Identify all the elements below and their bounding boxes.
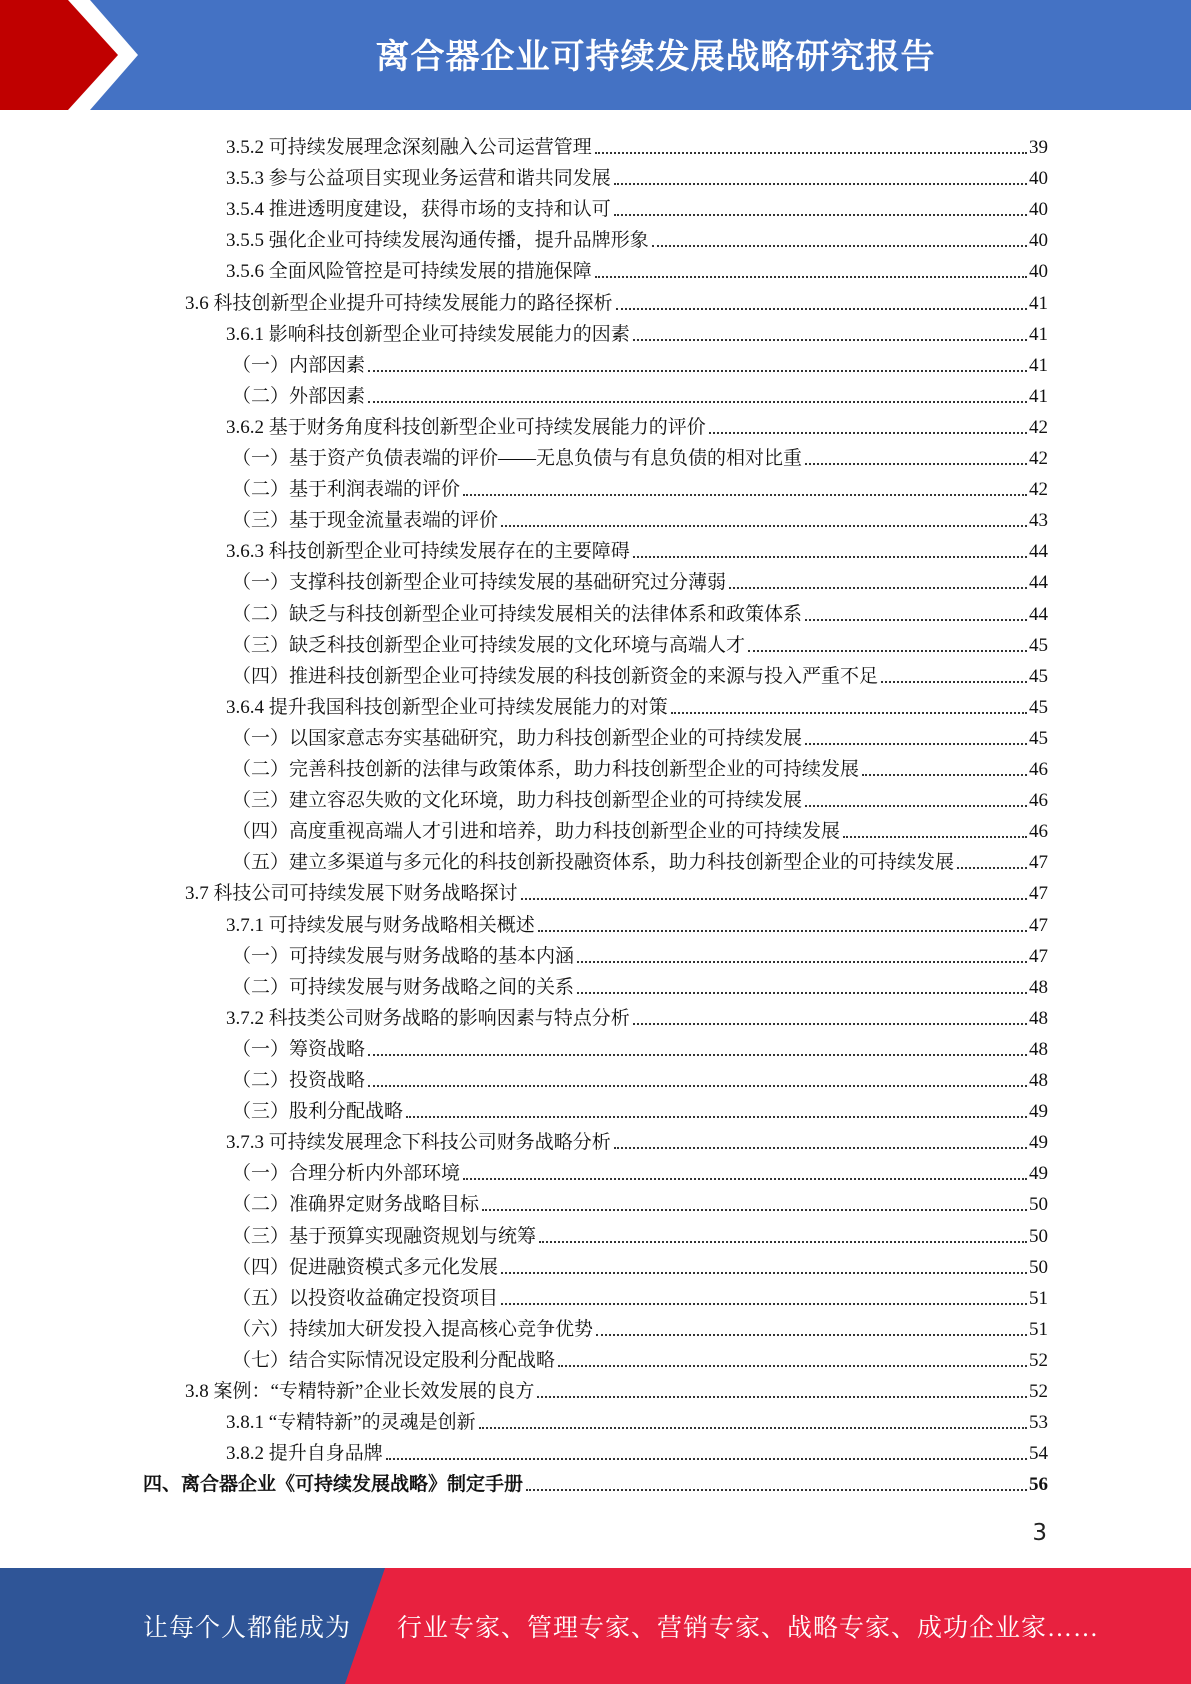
toc-entry[interactable] xyxy=(232,346,1048,377)
toc-entry[interactable] xyxy=(226,999,1048,1030)
toc-entry-title: （一）筹资战略 xyxy=(232,1038,366,1060)
toc-entry-title: （二）外部因素 xyxy=(232,385,366,407)
toc-entry-page: 47 xyxy=(1029,852,1048,874)
toc-entry[interactable] xyxy=(226,221,1048,252)
toc-entry-title: （二）缺乏与科技创新型企业可持续发展相关的法律体系和政策体系 xyxy=(232,603,803,625)
toc-entry[interactable] xyxy=(232,439,1048,470)
footer-slogan-right: 行业专家、管理专家、营销专家、战略专家、成功企业家…… xyxy=(397,1615,1100,1642)
toc-leader-dots xyxy=(616,308,1027,310)
toc-leader-dots xyxy=(671,712,1027,714)
toc-leader-dots xyxy=(537,1396,1027,1398)
toc-entry[interactable] xyxy=(226,1434,1048,1465)
toc-entry[interactable] xyxy=(226,159,1048,190)
toc-entry[interactable] xyxy=(226,252,1048,283)
report-title: 离合器企业可持续发展战略研究报告 xyxy=(375,36,936,77)
toc-entry-page: 49 xyxy=(1029,1101,1048,1123)
toc-entry-title: 3.5.2 可持续发展理念深刻融入公司运营管理 xyxy=(226,137,592,158)
toc-entry-title: 3.7.1 可持续发展与财务战略相关概述 xyxy=(226,914,535,936)
toc-leader-dots xyxy=(521,898,1027,900)
toc-entry[interactable] xyxy=(226,315,1048,346)
toc-entry-title: 3.6.4 提升我国科技创新型企业可持续发展能力的对策 xyxy=(226,696,668,718)
toc-entry-page: 47 xyxy=(1029,914,1048,936)
toc-leader-dots xyxy=(614,214,1027,216)
toc-entry-title: 3.6.1 影响科技创新型企业可持续发展能力的因素 xyxy=(226,323,630,345)
toc-leader-dots xyxy=(614,1147,1027,1149)
toc-entry-title: 3.5.4 推进透明度建设，获得市场的支持和认可 xyxy=(226,199,611,221)
toc-entry[interactable] xyxy=(232,1061,1048,1092)
toc-entry-title: 3.7.2 科技类公司财务战略的影响因素与特点分析 xyxy=(226,1007,630,1029)
toc-entry-title: （一）基于资产负债表端的评价——无息负债与有息负债的相对比重 xyxy=(232,448,803,469)
toc-entry[interactable] xyxy=(232,470,1048,501)
toc-entry-page: 50 xyxy=(1029,1256,1048,1278)
toc-entry-page: 45 xyxy=(1029,727,1048,749)
toc-entry[interactable] xyxy=(232,1030,1048,1061)
toc-leader-dots xyxy=(501,525,1027,527)
toc-entry-title: （三）基于现金流量表端的评价 xyxy=(232,510,499,532)
toc-entry-page: 44 xyxy=(1029,603,1048,625)
toc-entry-title: （二）投资战略 xyxy=(232,1070,366,1091)
toc-entry-page: 40 xyxy=(1029,230,1048,252)
toc-leader-dots xyxy=(538,930,1027,932)
toc-entry-page: 46 xyxy=(1029,821,1048,843)
toc-entry[interactable] xyxy=(232,657,1048,688)
toc-entry-page: 48 xyxy=(1029,1038,1048,1060)
toc-entry-title: （三）建立容忍失败的文化环境，助力科技创新型企业的可持续发展 xyxy=(232,790,803,812)
toc-entry[interactable] xyxy=(232,843,1048,874)
toc-entry-page: 40 xyxy=(1029,168,1048,190)
toc-entry-page: 46 xyxy=(1029,759,1048,780)
toc-entry[interactable] xyxy=(226,408,1048,439)
toc-entry-page: 45 xyxy=(1029,665,1048,687)
page-number: 3 xyxy=(1032,1520,1047,1546)
toc-entry-page: 44 xyxy=(1029,541,1048,563)
toc-entry[interactable] xyxy=(226,688,1048,719)
toc-entry[interactable] xyxy=(232,1310,1048,1341)
toc-entry-page: 43 xyxy=(1029,510,1048,532)
toc-entry-title: 3.5.5 强化企业可持续发展沟通传播，提升品牌形象 xyxy=(226,230,649,252)
toc-entry-page: 42 xyxy=(1029,448,1048,469)
toc-entry-page: 45 xyxy=(1029,696,1048,718)
toc-entry[interactable] xyxy=(232,1248,1048,1279)
toc-leader-dots xyxy=(843,836,1027,838)
toc-entry-title: （五）建立多渠道与多元化的科技创新投融资体系，助力科技创新型企业的可持续发展 xyxy=(232,852,955,874)
toc-leader-dots xyxy=(595,152,1027,154)
toc-leader-dots xyxy=(368,401,1027,403)
toc-leader-dots xyxy=(614,183,1027,185)
toc-entry[interactable] xyxy=(232,781,1048,812)
toc-entry-page: 39 xyxy=(1029,137,1048,158)
toc-entry[interactable] xyxy=(232,626,1048,657)
toc-entry-page: 50 xyxy=(1029,1194,1048,1216)
toc-leader-dots xyxy=(463,1178,1027,1180)
toc-entry-title: 3.7.3 可持续发展理念下科技公司财务战略分析 xyxy=(226,1132,611,1154)
toc-entry-page: 46 xyxy=(1029,790,1048,812)
toc-entry-title: 3.6 科技创新型企业提升可持续发展能力的路径探析 xyxy=(185,292,613,314)
toc-entry-title: （三）股利分配战略 xyxy=(232,1101,404,1123)
toc-entry-title: （四）推进科技创新型企业可持续发展的科技创新资金的来源与投入严重不足 xyxy=(232,665,879,687)
toc-entry-page: 48 xyxy=(1029,1007,1048,1029)
toc-entry[interactable] xyxy=(226,1123,1048,1154)
toc-leader-dots xyxy=(526,1489,1027,1491)
toc-leader-dots xyxy=(501,1272,1027,1274)
toc-entry[interactable] xyxy=(232,968,1048,999)
toc-leader-dots xyxy=(729,587,1027,589)
toc-entry-title: （四）促进融资模式多元化发展 xyxy=(232,1256,499,1278)
toc-entry-page: 53 xyxy=(1029,1412,1048,1434)
toc-entry-title: （二）基于利润表端的评价 xyxy=(232,479,461,501)
toc-leader-dots xyxy=(805,619,1027,621)
toc-entry[interactable] xyxy=(232,1185,1048,1216)
toc-leader-dots xyxy=(406,1116,1027,1118)
toc-entry[interactable] xyxy=(232,377,1048,408)
toc-entry-page: 49 xyxy=(1029,1163,1048,1185)
toc-entry-title: 3.8 案例：“专精特新”企业长效发展的良方 xyxy=(185,1381,535,1402)
toc-leader-dots xyxy=(595,276,1027,278)
toc-leader-dots xyxy=(805,805,1027,807)
toc-leader-dots xyxy=(368,1085,1027,1087)
toc-entry[interactable] xyxy=(232,937,1048,968)
toc-entry-page: 41 xyxy=(1029,354,1048,376)
toc-leader-dots xyxy=(709,432,1027,434)
toc-entry[interactable] xyxy=(232,1341,1048,1372)
toc-entry[interactable] xyxy=(232,719,1048,750)
toc-entry-title: （七）结合实际情况设定股利分配战略 xyxy=(232,1349,556,1371)
toc-entry-page: 54 xyxy=(1029,1443,1048,1465)
toc-entry-page: 41 xyxy=(1029,323,1048,345)
toc-leader-dots xyxy=(558,1365,1027,1367)
toc-leader-dots xyxy=(748,650,1027,652)
toc-leader-dots xyxy=(957,867,1027,869)
toc-entry[interactable] xyxy=(226,128,1048,159)
toc-entry-title: 3.8.1 “专精特新”的灵魂是创新 xyxy=(226,1412,476,1434)
toc-entry-page: 52 xyxy=(1029,1381,1048,1402)
toc-entry-page: 48 xyxy=(1029,976,1048,998)
toc-entry-title: 3.8.2 提升自身品牌 xyxy=(226,1443,383,1465)
toc-leader-dots xyxy=(501,1303,1027,1305)
toc-entry[interactable] xyxy=(232,501,1048,532)
toc-entry-title: （二）可持续发展与财务战略之间的关系 xyxy=(232,976,575,998)
toc-entry-title: （一）可持续发展与财务战略的基本内涵 xyxy=(232,945,575,967)
toc-entry-page: 51 xyxy=(1029,1318,1048,1340)
toc-entry-title: （五）以投资收益确定投资项目 xyxy=(232,1287,499,1309)
toc-entry-page: 42 xyxy=(1029,479,1048,501)
toc-entry[interactable] xyxy=(226,906,1048,937)
toc-leader-dots xyxy=(862,774,1027,776)
red-chevron-icon xyxy=(0,0,160,110)
toc-entry-title: （一）以国家意志夯实基础研究，助力科技创新型企业的可持续发展 xyxy=(232,727,803,749)
toc-entry-title: （四）高度重视高端人才引进和培养，助力科技创新型企业的可持续发展 xyxy=(232,821,841,843)
toc-entry-page: 56 xyxy=(1029,1474,1048,1496)
toc-entry-page: 45 xyxy=(1029,634,1048,656)
toc-entry-page: 41 xyxy=(1029,385,1048,407)
toc-leader-dots xyxy=(368,370,1027,372)
toc-entry-title: 3.7 科技公司可持续发展下财务战略探讨 xyxy=(185,883,518,905)
toc-entry-page: 48 xyxy=(1029,1070,1048,1091)
toc-entry[interactable] xyxy=(232,595,1048,626)
toc-entry-page: 49 xyxy=(1029,1132,1048,1154)
toc-entry-page: 47 xyxy=(1029,945,1048,967)
toc-leader-dots xyxy=(479,1427,1027,1429)
toc-entry-title: （二）准确界定财务战略目标 xyxy=(232,1194,480,1216)
toc-entry-title: 3.6.2 基于财务角度科技创新型企业可持续发展能力的评价 xyxy=(226,416,706,438)
toc-entry-title: （三）缺乏科技创新型企业可持续发展的文化环境与高端人才 xyxy=(232,634,746,656)
footer-banner xyxy=(0,1568,1191,1684)
toc-entry-title: 3.5.3 参与公益项目实现业务运营和谐共同发展 xyxy=(226,168,611,190)
toc-leader-dots xyxy=(463,494,1027,496)
toc-entry-title: 3.6.3 科技创新型企业可持续发展存在的主要障碍 xyxy=(226,541,630,563)
toc-leader-dots xyxy=(881,681,1027,683)
toc-entry-page: 50 xyxy=(1029,1225,1048,1247)
toc-entry[interactable] xyxy=(226,190,1048,221)
toc-leader-dots xyxy=(577,961,1027,963)
toc-entry[interactable] xyxy=(232,1154,1048,1185)
toc-entry[interactable] xyxy=(232,1279,1048,1310)
toc-leader-dots xyxy=(596,1334,1027,1336)
toc-entry[interactable] xyxy=(185,874,1048,905)
header-banner xyxy=(0,0,1191,110)
toc-entry-page: 40 xyxy=(1029,199,1048,221)
toc-entry-page: 44 xyxy=(1029,572,1048,594)
toc-entry[interactable] xyxy=(232,1092,1048,1123)
toc-entry-page: 51 xyxy=(1029,1287,1048,1309)
toc-entry[interactable] xyxy=(185,1372,1048,1403)
toc-entry-title: （六）持续加大研发投入提高核心竞争优势 xyxy=(232,1318,594,1340)
footer-slogan-left: 让每个人都能成为 xyxy=(143,1615,352,1642)
toc-entry[interactable] xyxy=(226,1403,1048,1434)
toc-leader-dots xyxy=(386,1458,1027,1460)
toc-entry[interactable] xyxy=(232,812,1048,843)
toc-entry-page: 41 xyxy=(1029,292,1048,314)
toc-leader-dots xyxy=(482,1209,1027,1211)
toc-leader-dots xyxy=(368,1054,1027,1056)
toc-leader-dots xyxy=(633,339,1027,341)
toc-leader-dots xyxy=(539,1241,1027,1243)
toc-leader-dots xyxy=(652,245,1027,247)
toc-entry[interactable] xyxy=(185,284,1048,315)
toc-entry-title: （二）完善科技创新的法律与政策体系，助力科技创新型企业的可持续发展 xyxy=(232,759,860,780)
toc-leader-dots xyxy=(577,992,1027,994)
toc-entry-title: （一）支撑科技创新型企业可持续发展的基础研究过分薄弱 xyxy=(232,572,727,594)
toc-entry-page: 52 xyxy=(1029,1349,1048,1371)
toc-entry-title: 四、离合器企业《可持续发展战略》制定手册 xyxy=(143,1474,524,1496)
toc-entry-title: （一）合理分析内外部环境 xyxy=(232,1163,461,1185)
toc-entry-title: （三）基于预算实现融资规划与统筹 xyxy=(232,1225,537,1247)
toc-leader-dots xyxy=(633,1023,1027,1025)
toc-entry-page: 47 xyxy=(1029,883,1048,905)
toc-entry[interactable] xyxy=(232,563,1048,594)
toc-entry-page: 40 xyxy=(1029,261,1048,283)
toc-leader-dots xyxy=(633,556,1027,558)
toc-leader-dots xyxy=(805,743,1027,745)
toc-entry-title: （一）内部因素 xyxy=(232,354,366,376)
toc-entry-title: 3.5.6 全面风险管控是可持续发展的措施保障 xyxy=(226,261,592,283)
toc-entry[interactable] xyxy=(232,750,1048,781)
toc-entry-page: 42 xyxy=(1029,416,1048,438)
toc-leader-dots xyxy=(805,463,1027,465)
toc-entry[interactable] xyxy=(143,1465,1048,1496)
toc-entry[interactable] xyxy=(232,1217,1048,1248)
toc-entry[interactable] xyxy=(226,532,1048,563)
